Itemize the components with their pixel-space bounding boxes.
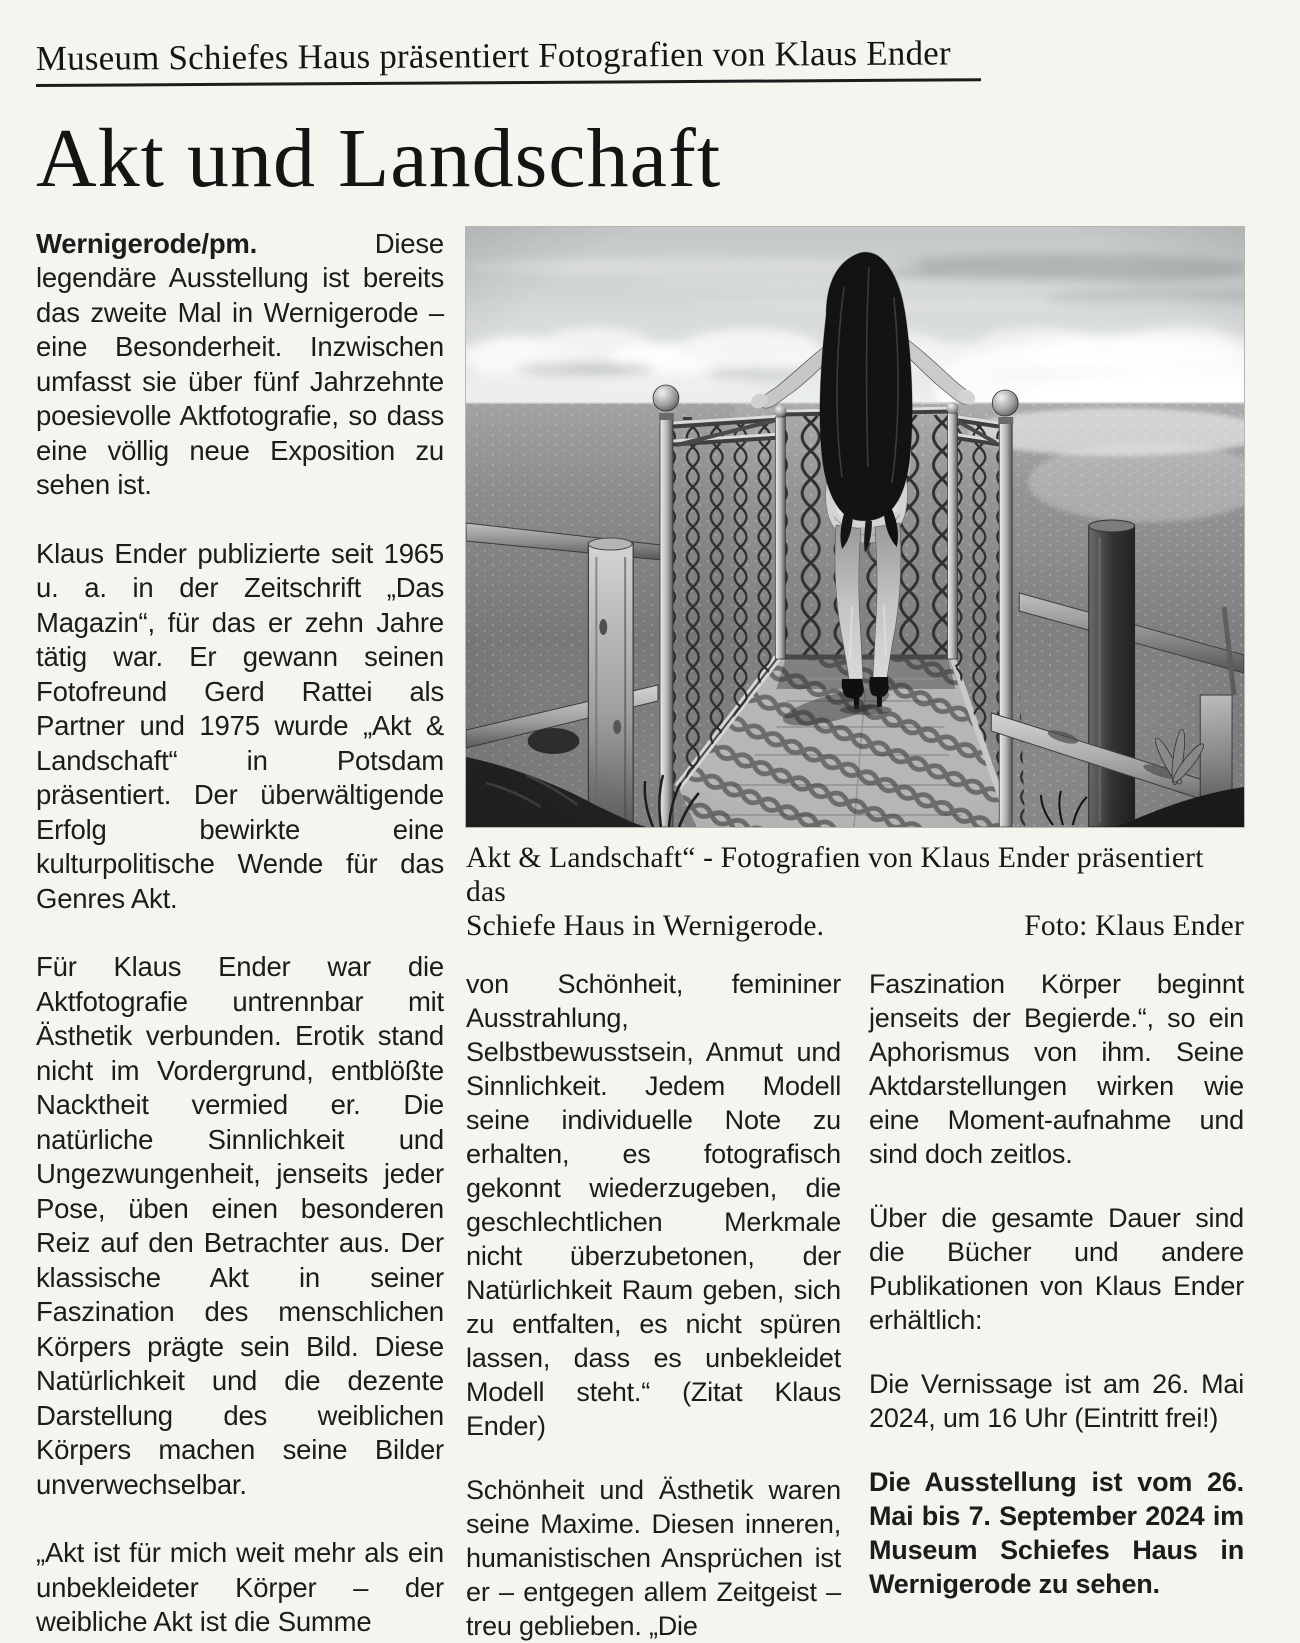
page-title: Akt und Landschaft [36, 111, 722, 205]
paragraph: Klaus Ender publizierte seit 1965 u. a. in der Zeitschrift „Das Magazin“, für das er zehn Jahre tätig war. Er gewann seinen Fotofreund Gerd Rattei als Partner und 1975 wurde „Akt & Landschaft“ in Potsdam präsentiert. Der überwältigende Erfolg bewirkte eine kulturpolitische Wende für das Genres Akt. [36, 537, 444, 914]
paragraph: Schönheit und Ästhetik waren seine Maxime. Diesen inneren, humanistischen Ansprüchen ist er – entgegen allem Zeitgeist – treu geblieben. „Die [466, 1474, 841, 1641]
lower-columns [466, 967, 1244, 1643]
photo-credit: Foto: Klaus Ender [1024, 909, 1244, 942]
kicker: Museum Schiefes Haus präsentiert Fotografien von Klaus Ender [36, 34, 981, 86]
paragraph: Wernigerode/pm. Diese legendäre Ausstellung ist bereits das zweite Mal in Wernigerode – eine Besonderheit. Inzwischen umfasst sie über fünf Jahrzehnte poesievolle Aktfotografie, so dass eine völlig neue Exposition zu sehen ist. [36, 227, 444, 500]
photo-illustration [466, 227, 1244, 827]
right-area [466, 227, 1244, 1643]
photo-caption [466, 841, 1244, 943]
article-figure [466, 227, 1244, 943]
paragraph: von Schönheit, femininer Ausstrahlung, Selbstbewusstsein, Anmut und Sinnlichkeit. Jedem Modell seine individuelle Note zu erhalten, es fotografisch gekonnt wiederzugeben, die geschlechtlichen Merkmale nicht überzubetonen, der Natürlichkeit Raum geben, sich zu entfalten, es nicht spüren lassen, dass es unbekleidet Modell steht.“ (Zitat Klaus Ender) [466, 968, 841, 1441]
article-body [0, 201, 1300, 1643]
column-middle [466, 967, 841, 1643]
paragraph: Die Ausstellung ist vom 26. Mai bis 7. September 2024 im Museum Schiefes Haus in Wernigerode zu sehen. [869, 1466, 1244, 1599]
paragraph: Faszination Körper beginnt jenseits der Begierde.“, so ein Aphorismus von ihm. Seine Aktdarstellungen wirken wie eine Moment-aufnahme und sind doch zeitlos. [869, 968, 1244, 1169]
column-right [869, 967, 1244, 1643]
paragraph: Die Vernissage ist am 26. Mai 2024, um 16 Uhr (Eintritt frei!) [869, 1368, 1244, 1433]
article-photo [466, 227, 1244, 827]
paragraph: „Akt ist für mich weit mehr als ein unbekleideter Körper – der weibliche Akt ist die Summe [36, 1537, 444, 1637]
caption-line-2: Schiefe Haus in Wernigerode. [466, 909, 825, 942]
paragraph: Für Klaus Ender war die Aktfotografie untrennbar mit Ästhetik verbunden. Erotik stand nicht im Vordergrund, entblößte Nacktheit vermied er. Die natürliche Sinnlichkeit und Ungezwungenheit, jenseits jeder Pose, üben einen besonderen Reiz auf den Betrachter aus. Der klassische Akt in seiner Faszination des menschlichen Körpers prägte sein Bild. Diese Natürlichkeit und die dezente Darstellung des weiblichen Körpers machen seine Bilder unverwechselbar. [36, 951, 444, 1500]
paragraph: Über die gesamte Dauer sind die Bücher und andere Publikationen von Klaus Ender erhältlich: [869, 1202, 1244, 1335]
masthead [0, 0, 1300, 205]
column-left [36, 227, 444, 1640]
caption-line-1: Akt & Landschaft“ - Fotografien von Klaus Ender präsentiert das [466, 841, 1204, 908]
